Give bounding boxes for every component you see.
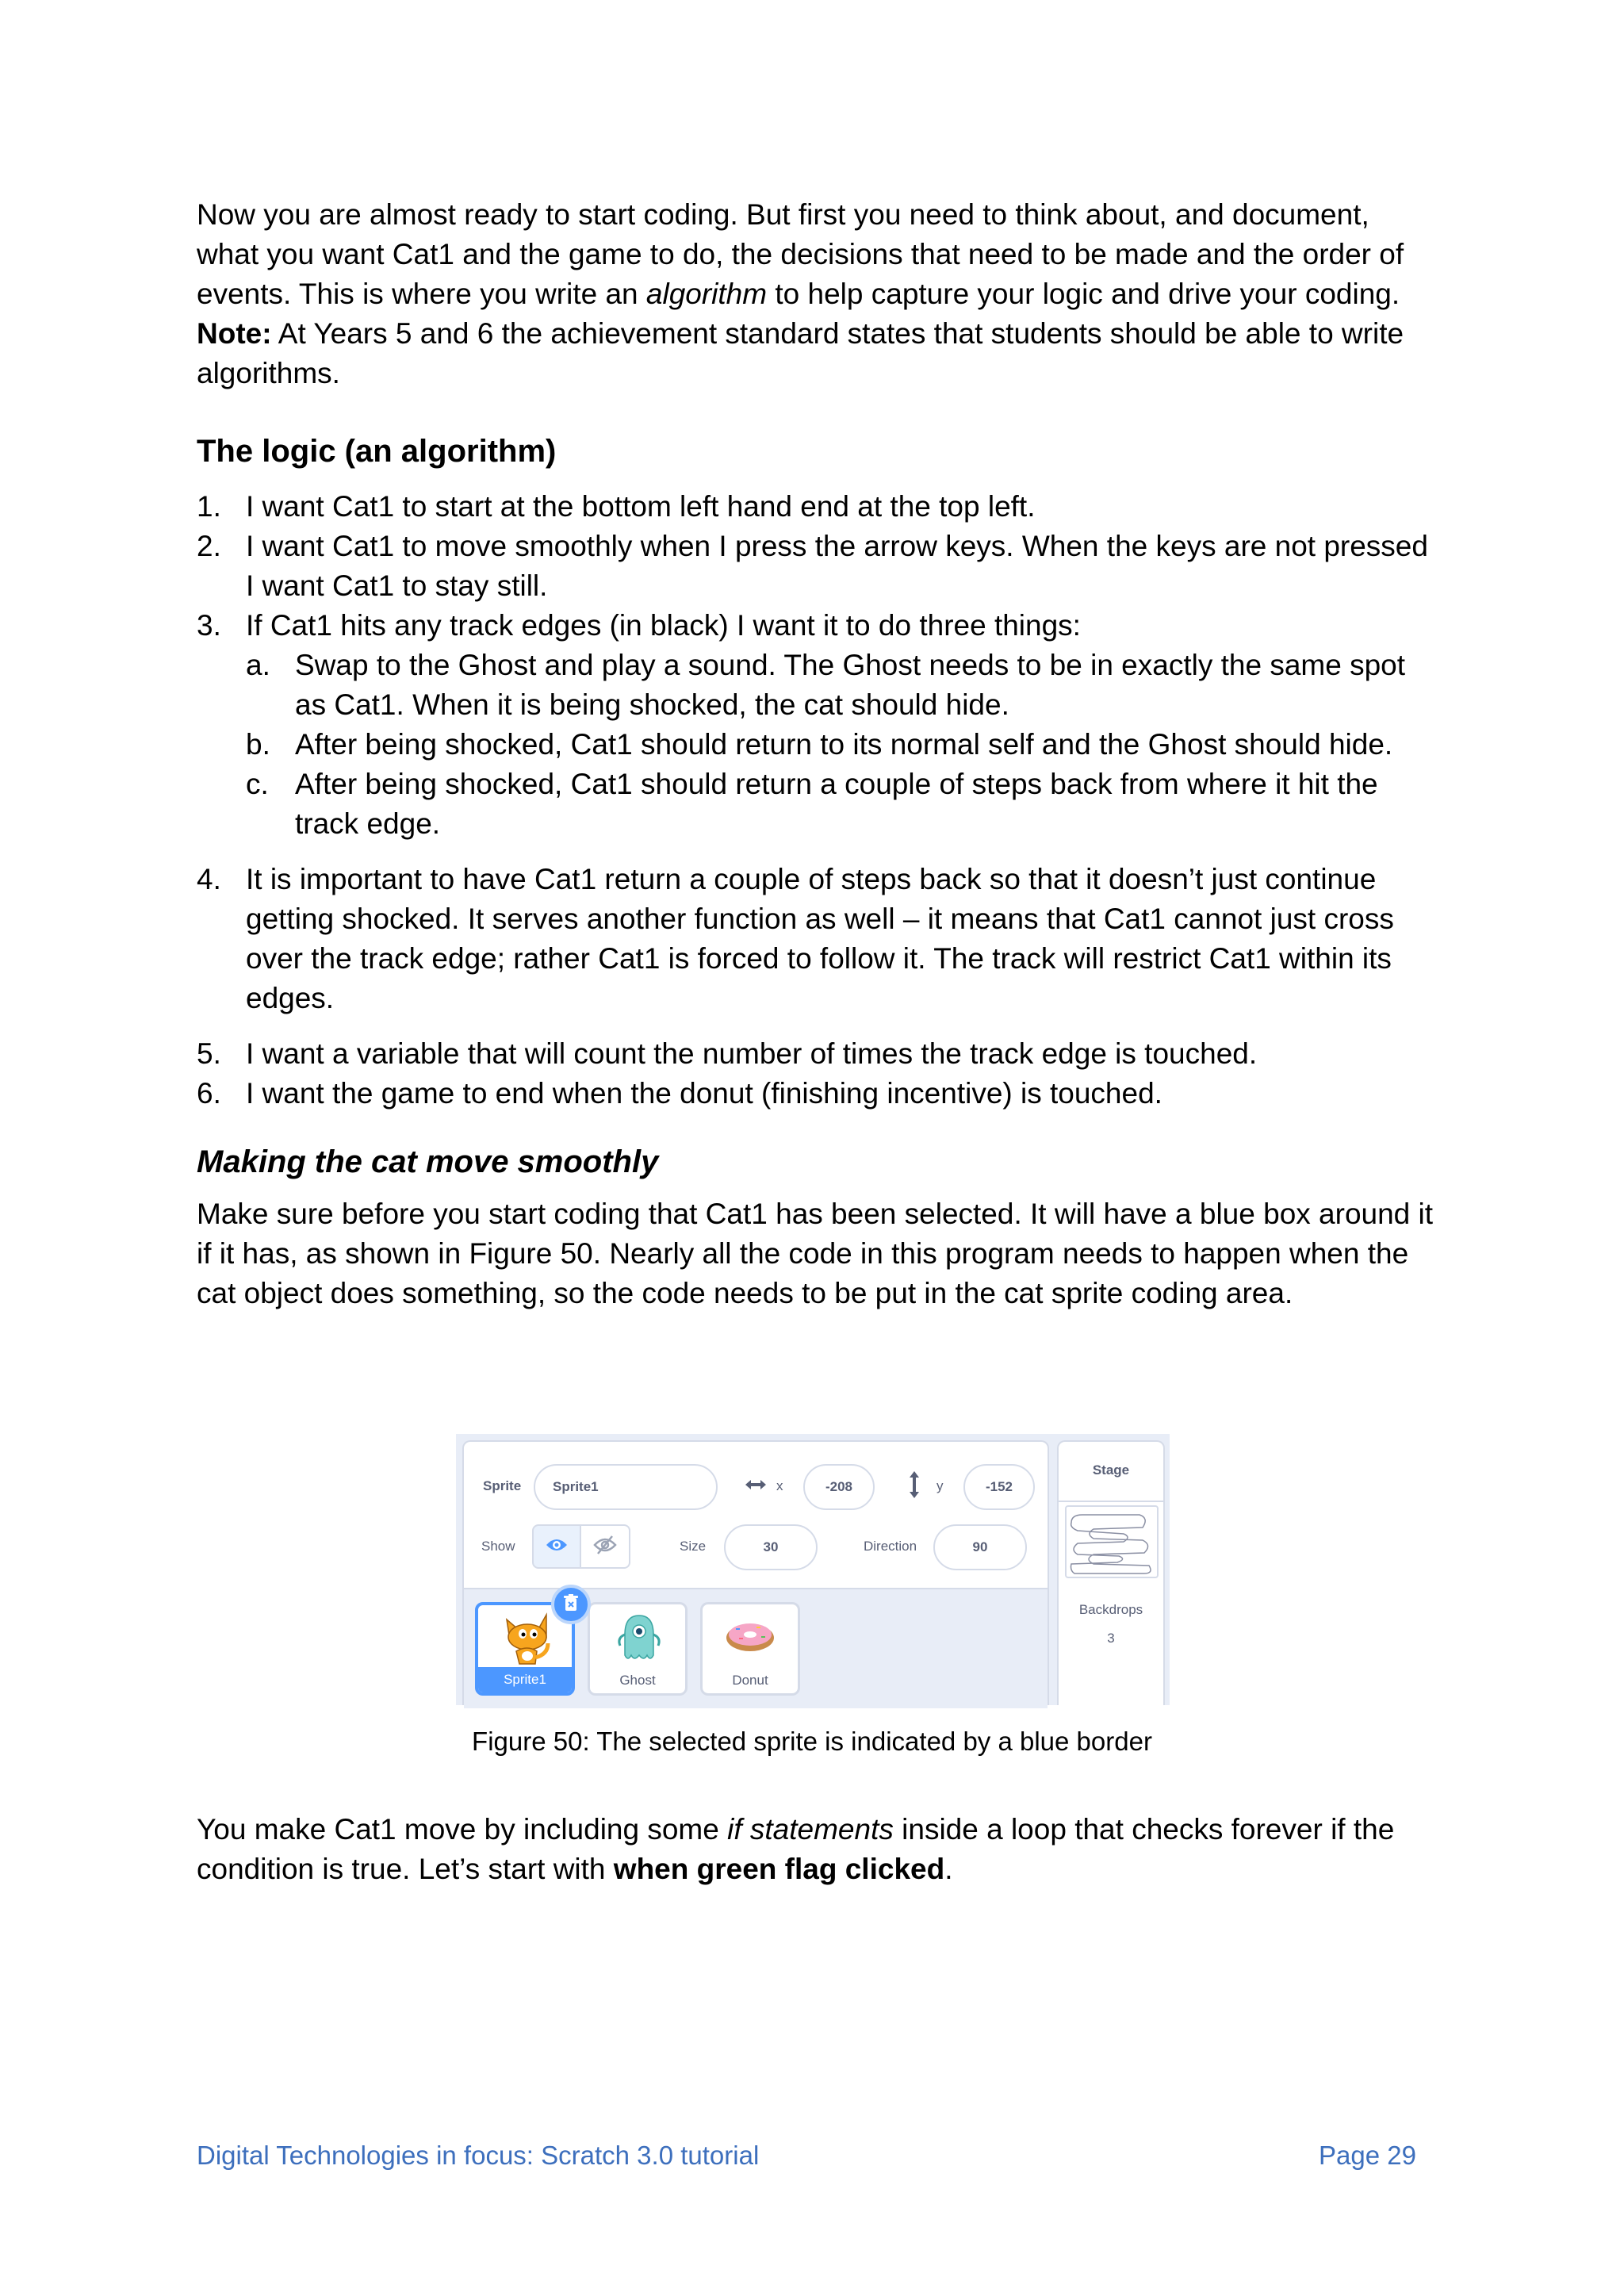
smooth-heading: Making the cat move smoothly bbox=[197, 1144, 659, 1179]
footer-page-number: Page 29 bbox=[1319, 2141, 1416, 2170]
eye-icon bbox=[545, 1536, 569, 1558]
smooth-paragraph: Make sure before you start coding that Cat1 has been selected. It will have a blue box around it if it has, as shown in Figure 50. Nearly all the code in this program needs to happen when the cat object does something, so the code needs to be put in the cat sprite coding area. bbox=[197, 1198, 1434, 1309]
sprite-tile-ghost[interactable] bbox=[588, 1602, 688, 1696]
sub-list-letter: b. bbox=[246, 728, 270, 761]
direction-label: Direction bbox=[864, 1539, 917, 1554]
list-text: I want the game to end when the donut (finishing incentive) is touched. bbox=[246, 1077, 1162, 1110]
list-number: 4. bbox=[197, 863, 221, 895]
list-number: 2. bbox=[197, 530, 221, 562]
sprite-name-input[interactable]: Sprite1 bbox=[534, 1464, 718, 1510]
stage-panel[interactable] bbox=[1057, 1440, 1165, 1705]
closing-emphasis: if statements bbox=[727, 1813, 894, 1846]
list-number: 5. bbox=[197, 1037, 221, 1070]
sprite-tile-name: Sprite1 bbox=[478, 1667, 572, 1692]
intro-text-c: At Years 5 and 6 the achievement standard states that students should be able to write algorithms. bbox=[197, 317, 1404, 389]
delete-sprite-button[interactable] bbox=[551, 1585, 591, 1624]
intro-text-a: Now you are almost ready to start coding. But first you need to think about, and document, what you want Cat1 and the game to do, the decisions that need to be made and the order of events. This is where you write an bbox=[197, 198, 1404, 310]
stage-backdrop-thumbnail[interactable] bbox=[1065, 1505, 1159, 1578]
footer-title: Digital Technologies in focus: Scratch 3.0 tutorial bbox=[197, 2141, 760, 2170]
list-item bbox=[197, 1074, 1434, 1114]
list-text: It is important to have Cat1 return a couple of steps back so that it doesn’t just continue getting shocked. It serves another function as well – it means that Cat1 cannot just cross over the track edge; rather Cat1 is forced to follow it. The track will restrict Cat1 within its edges. bbox=[246, 863, 1394, 1014]
x-label: x bbox=[776, 1478, 783, 1493]
sub-list-item bbox=[246, 646, 1434, 725]
intro-note-label: Note: bbox=[197, 317, 272, 350]
sprite-info-panel bbox=[462, 1440, 1049, 1705]
figure-caption: Figure 50: The selected sprite is indicated by a blue border bbox=[472, 1727, 1152, 1756]
size-input[interactable]: 30 bbox=[724, 1524, 818, 1570]
cat-sprite-icon bbox=[499, 1608, 554, 1673]
sub-list-letter: c. bbox=[246, 768, 269, 800]
list-item bbox=[197, 1034, 1434, 1074]
y-input[interactable]: -152 bbox=[963, 1464, 1035, 1510]
list-item bbox=[197, 860, 1434, 1018]
closing-text-c: . bbox=[944, 1853, 953, 1885]
sprite-tile-donut[interactable] bbox=[700, 1602, 800, 1696]
intro-text-b: to help capture your logic and drive your coding. bbox=[767, 278, 1400, 310]
closing-text-a: You make Cat1 move by including some bbox=[197, 1813, 728, 1846]
list-number: 3. bbox=[197, 609, 221, 642]
intro-paragraph bbox=[197, 195, 1434, 393]
figure-sprite-panel-screenshot bbox=[456, 1434, 1170, 1705]
sprite-tile-name: Ghost bbox=[619, 1673, 656, 1688]
list-text: I want Cat1 to move smoothly when I press the arrow keys. When the keys are not pressed I want Cat1 to stay still. bbox=[246, 530, 1428, 602]
list-item bbox=[197, 606, 1434, 844]
donut-sprite-icon bbox=[725, 1619, 776, 1658]
sprite-tile-name: Donut bbox=[732, 1673, 768, 1688]
sub-list-item bbox=[246, 765, 1434, 844]
list-text: I want a variable that will count the number of times the track edge is touched. bbox=[246, 1037, 1258, 1070]
y-label: y bbox=[936, 1478, 944, 1493]
show-visible-button[interactable] bbox=[532, 1524, 581, 1569]
algorithm-list bbox=[197, 487, 1434, 1114]
show-hidden-button[interactable] bbox=[581, 1524, 630, 1569]
list-number: 6. bbox=[197, 1077, 221, 1110]
list-item bbox=[197, 487, 1434, 527]
y-arrows-icon bbox=[905, 1469, 924, 1504]
closing-text-b: inside a loop that checks forever if the condition is true. Let’s start with bbox=[197, 1813, 1395, 1885]
list-item bbox=[197, 527, 1434, 606]
closing-strong: when green flag clicked bbox=[613, 1853, 945, 1885]
sub-list-letter: a. bbox=[246, 649, 270, 681]
page-content bbox=[197, 195, 1434, 1313]
eye-hidden-icon bbox=[593, 1535, 617, 1559]
stage-divider bbox=[1059, 1501, 1163, 1502]
x-input[interactable]: -208 bbox=[803, 1464, 875, 1510]
show-label: Show bbox=[481, 1539, 515, 1554]
list-number: 1. bbox=[197, 490, 221, 523]
intro-algorithm-emphasis: algorithm bbox=[645, 278, 768, 310]
sub-list-text: After being shocked, Cat1 should return a couple of steps back from where it hit the track edge. bbox=[295, 768, 1378, 840]
sub-list-item bbox=[246, 725, 1434, 765]
list-text: I want Cat1 to start at the bottom left hand end at the top left. bbox=[246, 490, 1036, 523]
trash-icon bbox=[563, 1594, 579, 1616]
backdrops-label: Backdrops bbox=[1078, 1602, 1143, 1617]
ghost-sprite-icon bbox=[615, 1611, 663, 1669]
closing-paragraph bbox=[197, 1810, 1434, 1889]
size-label: Size bbox=[680, 1539, 707, 1554]
sprite-label: Sprite bbox=[483, 1478, 522, 1493]
sprite-info-area bbox=[464, 1442, 1048, 1588]
direction-input[interactable]: 90 bbox=[933, 1524, 1027, 1570]
backdrops-count: 3 bbox=[1107, 1631, 1115, 1646]
sub-list-text: After being shocked, Cat1 should return to its normal self and the Ghost should hide. bbox=[295, 728, 1393, 761]
x-arrows-icon bbox=[743, 1472, 768, 1501]
logic-heading: The logic (an algorithm) bbox=[197, 434, 557, 469]
sub-list bbox=[197, 646, 1434, 844]
list-text: If Cat1 hits any track edges (in black) I want it to do three things: bbox=[246, 609, 1081, 642]
stage-label: Stage bbox=[1092, 1462, 1130, 1478]
sub-list-text: Swap to the Ghost and play a sound. The Ghost needs to be in exactly the same spot as Cat1. When it is being shocked, the cat should hide. bbox=[295, 649, 1406, 721]
